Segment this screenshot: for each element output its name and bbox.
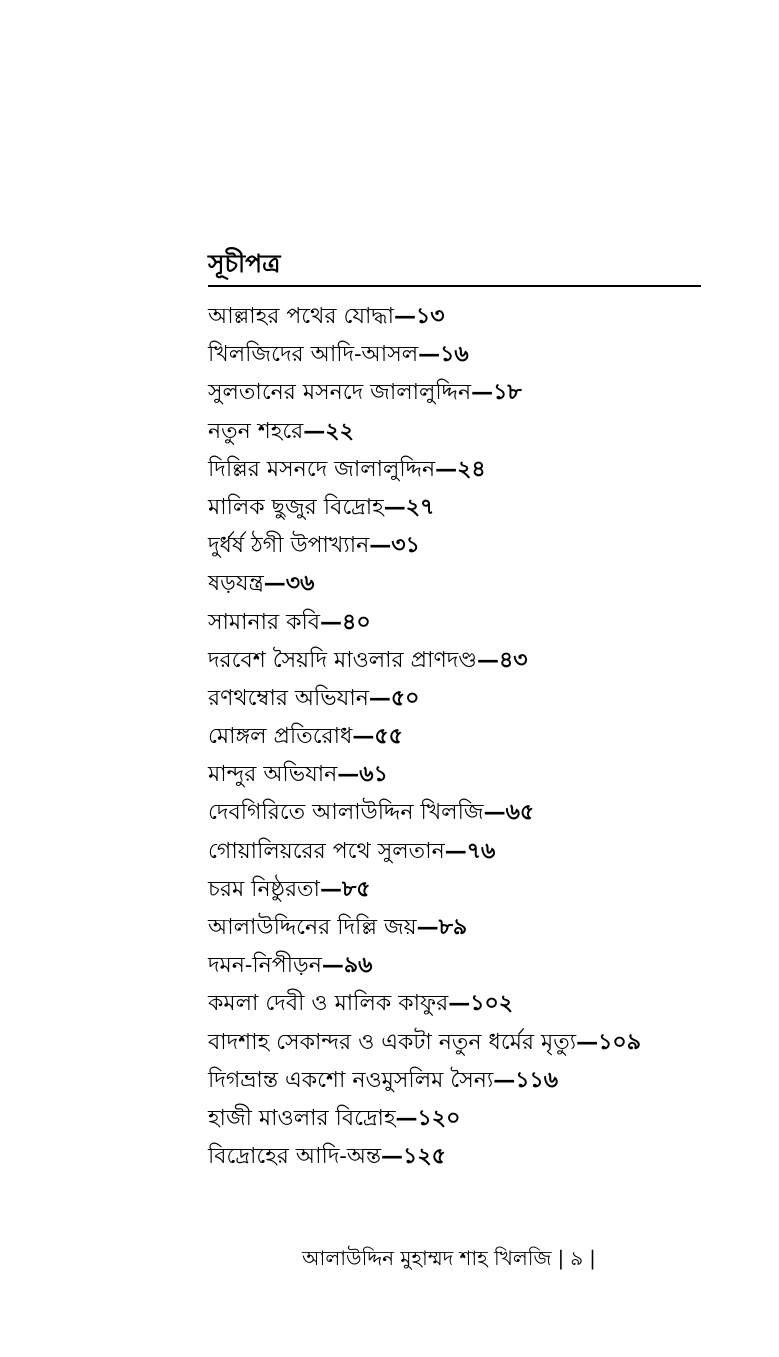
toc-entry-dash: — bbox=[416, 914, 439, 940]
toc-entry-title: দুর্ধর্ষ ঠগী উপাখ্যান bbox=[208, 533, 370, 559]
toc-entry-page: ৬৫ bbox=[505, 799, 535, 826]
toc-entry-dash: — bbox=[368, 684, 391, 711]
toc-entry bbox=[208, 1061, 641, 1099]
toc-entry-title: হাজী মাওলার বিদ্রোহ bbox=[208, 1105, 396, 1131]
toc-entry-title: বিদ্রোহের আদি-অন্ত bbox=[208, 1144, 382, 1170]
toc-entry-title: ষড়যন্ত্র bbox=[208, 571, 264, 597]
toc-entry bbox=[208, 335, 641, 373]
toc-entry-title: দিল্লির মসনদে জালালুদ্দিন bbox=[208, 456, 436, 482]
toc-entry-dash: — bbox=[369, 532, 392, 559]
toc-entry-dash: — bbox=[263, 570, 286, 597]
toc-entry bbox=[208, 679, 641, 717]
toc-entry-page: ২৪ bbox=[457, 455, 486, 482]
toc-entry bbox=[208, 908, 641, 946]
footer-separator: | bbox=[589, 1246, 596, 1270]
toc-entry bbox=[208, 297, 641, 335]
toc-entry-dash: — bbox=[448, 990, 471, 1017]
toc-entry-title: দিগভ্রান্ত একশো নওমুসলিম সৈন্য bbox=[208, 1067, 494, 1093]
toc-entry-page: ১৬ bbox=[440, 341, 469, 368]
toc-entry bbox=[208, 603, 641, 641]
toc-entry bbox=[208, 1099, 641, 1137]
toc-entry-page: ১১৬ bbox=[515, 1066, 559, 1093]
toc-entry-title: দমন-নিপীড়ন bbox=[208, 953, 322, 979]
toc-entry-title: নতুন শহরে bbox=[208, 418, 304, 444]
toc-entry-dash: — bbox=[418, 341, 441, 368]
toc-entry-page: ৩৬ bbox=[285, 570, 315, 597]
page-number: ৯ bbox=[570, 1246, 584, 1270]
toc-entry bbox=[208, 373, 641, 411]
toc-entry-title: খিলজিদের আদি-আসল bbox=[208, 342, 419, 368]
toc-entry-dash: — bbox=[471, 379, 494, 406]
toc-entry-dash: — bbox=[321, 952, 344, 979]
toc-entry-page: ১৮ bbox=[493, 379, 522, 406]
toc-entry-title: আল্লাহর পথের যোদ্ধা bbox=[208, 304, 394, 329]
toc-entry bbox=[208, 717, 641, 755]
toc-entry-dash: — bbox=[337, 761, 360, 788]
toc-entry-page: ২২ bbox=[325, 417, 354, 444]
toc-entry bbox=[208, 870, 641, 908]
toc-entry-dash: — bbox=[576, 1028, 599, 1055]
toc-entry bbox=[208, 641, 641, 679]
toc-entry-dash: — bbox=[381, 1143, 404, 1170]
toc-entry-dash: — bbox=[320, 608, 343, 635]
toc-entry-page: ২৭ bbox=[405, 493, 435, 520]
toc-entry-dash: — bbox=[483, 799, 506, 826]
toc-entry-page: ৯৬ bbox=[343, 952, 373, 979]
toc-entry-dash: — bbox=[319, 875, 342, 902]
toc-entry-title: চরম নিষ্ঠুরতা bbox=[208, 876, 320, 902]
toc-entry-page: ১০৯ bbox=[598, 1028, 641, 1055]
toc-entry-title: আলাউদ্দিনের দিল্লি জয় bbox=[208, 915, 417, 940]
table-of-contents bbox=[208, 297, 641, 1175]
toc-entry-dash: — bbox=[493, 1066, 516, 1093]
toc-entry-title: দেবগিরিতে আলাউদ্দিন খিলজি bbox=[208, 800, 484, 826]
toc-entry bbox=[208, 755, 641, 793]
toc-entry-page: ৮৫ bbox=[341, 875, 371, 902]
toc-entry bbox=[208, 793, 641, 831]
toc-entry bbox=[208, 832, 641, 870]
toc-entry bbox=[208, 564, 641, 602]
toc-entry-page: ১২৫ bbox=[403, 1143, 446, 1170]
toc-entry-dash: — bbox=[303, 417, 326, 444]
toc-entry bbox=[208, 412, 641, 450]
toc-entry-dash: — bbox=[476, 646, 499, 673]
toc-entry-dash: — bbox=[435, 455, 458, 482]
toc-entry-dash: — bbox=[393, 303, 416, 329]
toc-entry-page: ১২০ bbox=[417, 1104, 461, 1131]
toc-entry-title: রণথম্বোর অভিযান bbox=[208, 685, 369, 711]
toc-entry-title: মোঙ্গল প্রতিরোধ bbox=[208, 724, 353, 750]
toc-entry-page: ৪৩ bbox=[498, 646, 528, 673]
toc-entry bbox=[208, 984, 641, 1022]
running-title: আলাউদ্দিন মুহাম্মদ শাহ খিলজি bbox=[302, 1246, 552, 1270]
toc-entry bbox=[208, 488, 641, 526]
toc-entry-page: ৫০ bbox=[390, 684, 420, 711]
toc-entry bbox=[208, 526, 641, 564]
toc-entry-title: সুলতানের মসনদে জালালুদ্দিন bbox=[208, 380, 472, 406]
toc-entry-title: মালিক ছুজুর বিদ্রোহ bbox=[208, 494, 384, 520]
toc-entry bbox=[208, 946, 641, 984]
toc-entry-title: গোয়ালিয়রের পথে সুলতান bbox=[208, 838, 445, 864]
toc-entry-title: বাদশাহ সেকান্দর ও একটা নতুন ধর্মের মৃত্যু bbox=[208, 1029, 577, 1055]
toc-entry bbox=[208, 1137, 641, 1175]
toc-entry-page: ১৩ bbox=[415, 303, 445, 329]
toc-entry-dash: — bbox=[352, 723, 375, 750]
toc-entry-page: ৪০ bbox=[342, 608, 371, 635]
toc-entry-title: দরবেশ সৈয়দি মাওলার প্রাণদণ্ড bbox=[208, 647, 477, 673]
toc-entry-page: ৩১ bbox=[391, 532, 420, 559]
toc-entry-title: সামানার কবি bbox=[208, 609, 321, 635]
toc-entry bbox=[208, 450, 641, 488]
toc-entry-title: কমলা দেবী ও মালিক কাফুর bbox=[208, 991, 449, 1017]
toc-entry-dash: — bbox=[444, 837, 467, 864]
toc-heading: সূচীপত্র bbox=[208, 249, 281, 278]
toc-entry-page: ৫৫ bbox=[374, 723, 403, 750]
page-footer bbox=[302, 1241, 602, 1275]
toc-entry bbox=[208, 1023, 641, 1061]
heading-divider bbox=[208, 285, 701, 287]
toc-entry-page: ১০২ bbox=[470, 990, 514, 1017]
footer-separator: | bbox=[557, 1246, 565, 1270]
toc-entry-page: ৮৯ bbox=[438, 914, 468, 940]
toc-entry-title: মান্দুর অভিযান bbox=[208, 762, 338, 788]
toc-entry-dash: — bbox=[395, 1104, 418, 1131]
toc-entry-page: ৬১ bbox=[359, 761, 388, 788]
toc-entry-dash: — bbox=[383, 493, 406, 520]
toc-entry-page: ৭৬ bbox=[466, 837, 496, 864]
